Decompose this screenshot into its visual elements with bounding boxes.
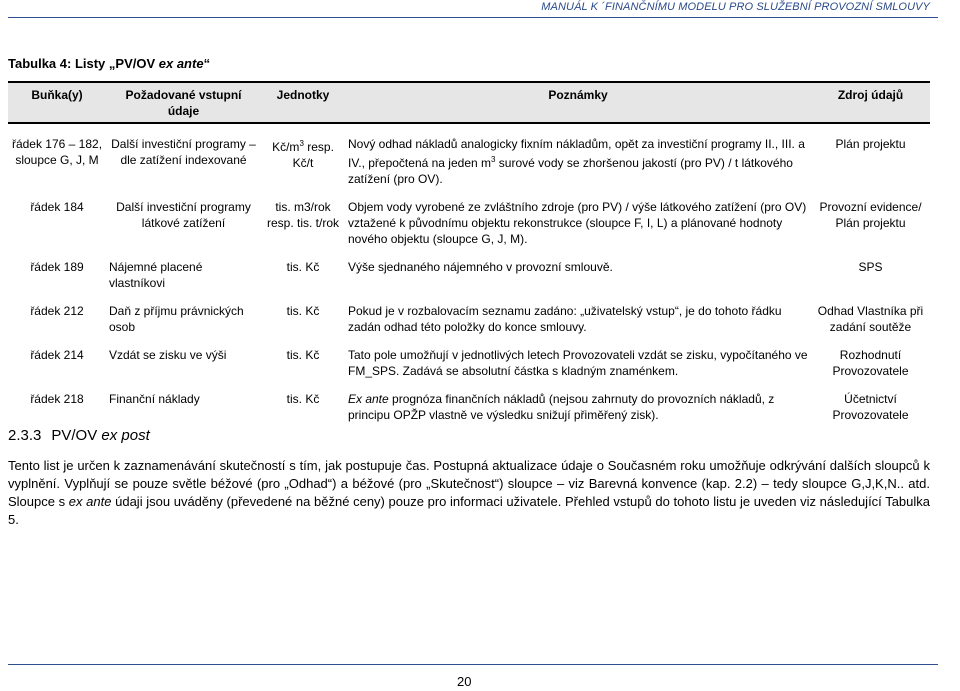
cell-source: Plán projektu <box>835 137 906 151</box>
cell-source: SPS <box>858 260 883 274</box>
note-italic: Ex ante <box>348 392 389 406</box>
cell-ref: řádek 214 <box>30 348 84 362</box>
table-caption <box>8 56 210 71</box>
table-row <box>8 123 930 187</box>
cell-input: Vzdát se zisku ve výši <box>109 348 227 362</box>
cell-input: Další investiční programy – dle zatížení indexované <box>111 137 256 167</box>
cell-ref: řádek 189 <box>30 260 84 274</box>
cell-input: Daň z příjmu právnických osob <box>109 304 244 334</box>
note-superscript: 3 <box>491 155 496 164</box>
cell-ref: řádek 184 <box>30 200 84 214</box>
section-number: 2.3.3 <box>8 427 42 444</box>
header-source: Zdroj údajů <box>811 82 930 123</box>
units-superscript: 3 <box>299 139 304 148</box>
caption-italic: ex ante <box>158 56 204 71</box>
paragraph-part: Tento list je určen k zaznamenávání skutečností s tím, jak postupuje čas. Postupná aktualizace údaje o Současném roku umožňuje odkrývání dalších sloupců k vyplnění. Vyplňují se pouze světle béžové (pro „Odhad“) a béžové (pro „Skutečnost“) sloupce – viz Barevná konvence (kap. 2.2) – tedy sloupce G,J,K,N.. atd. Sloupce s <box>8 458 930 509</box>
cell-source: Provozní evidence/ Plán projektu <box>819 200 922 230</box>
running-header: MANUÁL K ´FINANČNÍMU MODELU PRO SLUŽEBNÍ PROVOZNÍ SMLOUVY <box>541 1 930 13</box>
table-row <box>8 187 930 247</box>
cell-note: Výše sjednaného nájemného v provozní smlouvě. <box>348 260 613 274</box>
cell-units <box>261 123 345 187</box>
cell-units: tis. Kč <box>286 260 320 274</box>
cell-note <box>345 123 811 187</box>
cell-units: tis. Kč <box>286 392 320 406</box>
cell-units: tis. Kč <box>286 304 320 318</box>
cell-note: Tato pole umožňují v jednotlivých letech Provozovateli vzdát se zisku, vypočítaného ve FM_SPS. Zadává se absolutní částka s kladným znaménkem. <box>348 348 808 378</box>
cell-ref: řádek 212 <box>30 304 84 318</box>
header-input: Požadované vstupní údaje <box>106 82 261 123</box>
cell-input: Další investiční programy látkové zatížení <box>116 200 251 230</box>
cell-input: Nájemné placené vlastníkovi <box>109 260 203 290</box>
section-title: PV/OV <box>51 427 102 444</box>
units-part: Kč/m <box>272 140 300 154</box>
header-units: Jednotky <box>261 82 345 123</box>
cell-ref: řádek 218 <box>30 392 84 406</box>
cell-note <box>345 379 811 423</box>
cell-input: Finanční náklady <box>109 392 200 406</box>
body-paragraph <box>8 457 930 529</box>
cell-note: Pokud je v rozbalovacím seznamu zadáno: „uživatelský vstup“, je do tohoto řádku zadán odhad této položky do konce smlouvy. <box>348 304 782 334</box>
units-part: resp. Kč/t <box>292 140 334 170</box>
table-row <box>8 247 930 291</box>
table-row <box>8 291 930 335</box>
table-row <box>8 379 930 423</box>
section-heading <box>8 427 150 444</box>
note-part: prognóza finančních nákladů (nejsou zahrnuty do provozních nákladů, z principu OPŽP vlastně ve výsledku snižují přiměřený zisk). <box>348 392 775 422</box>
paragraph-italic: ex ante <box>68 494 112 509</box>
paragraph-part: údaji jsou uváděny (převedené na běžné ceny) pouze pro informaci uživatele. Přehled vstupů do tohoto listu je uveden viz následující Tabulka 5. <box>8 494 931 527</box>
cell-units: tis. m3/rok resp. tis. t/rok <box>266 200 340 230</box>
caption-suffix: “ <box>203 56 211 71</box>
table-row <box>8 335 930 379</box>
footer-rule <box>8 664 938 665</box>
page-number: 20 <box>457 674 472 689</box>
section-title-italic: ex post <box>101 427 150 444</box>
note-part: Nový odhad nákladů analogicky fixním nákladům, opět za investiční programy II., III. a IV., přepočtená na jeden m <box>348 137 805 170</box>
cell-note: Objem vody vyrobené ze zvláštního zdroje (pro PV) / výše látkového zatížení (pro OV) vztažené k původnímu objektu rekonstrukce (sloupce F, I, L) a plánované hodnoty nového objektu (sloupce G, J, M). <box>348 200 807 246</box>
cell-source: Rozhodnutí Provozovatele <box>832 348 909 378</box>
header-notes: Poznámky <box>345 82 811 123</box>
note-part: surové vody se zhoršenou jakostí (pro PV) / t látkového zatížení (pro OV). <box>348 156 793 186</box>
header-cell: Buňka(y) <box>8 82 106 123</box>
cell-units: tis. Kč <box>286 348 320 362</box>
table-header-row <box>8 82 930 123</box>
cell-source: Účetnictví Provozovatele <box>832 392 909 422</box>
inputs-table <box>8 81 930 423</box>
cell-ref: řádek 176 – 182, sloupce G, J, M <box>11 137 103 167</box>
cell-source: Odhad Vlastníka při zadání soutěže <box>817 304 924 334</box>
caption-prefix: Tabulka 4: Listy „PV/OV <box>8 56 159 71</box>
